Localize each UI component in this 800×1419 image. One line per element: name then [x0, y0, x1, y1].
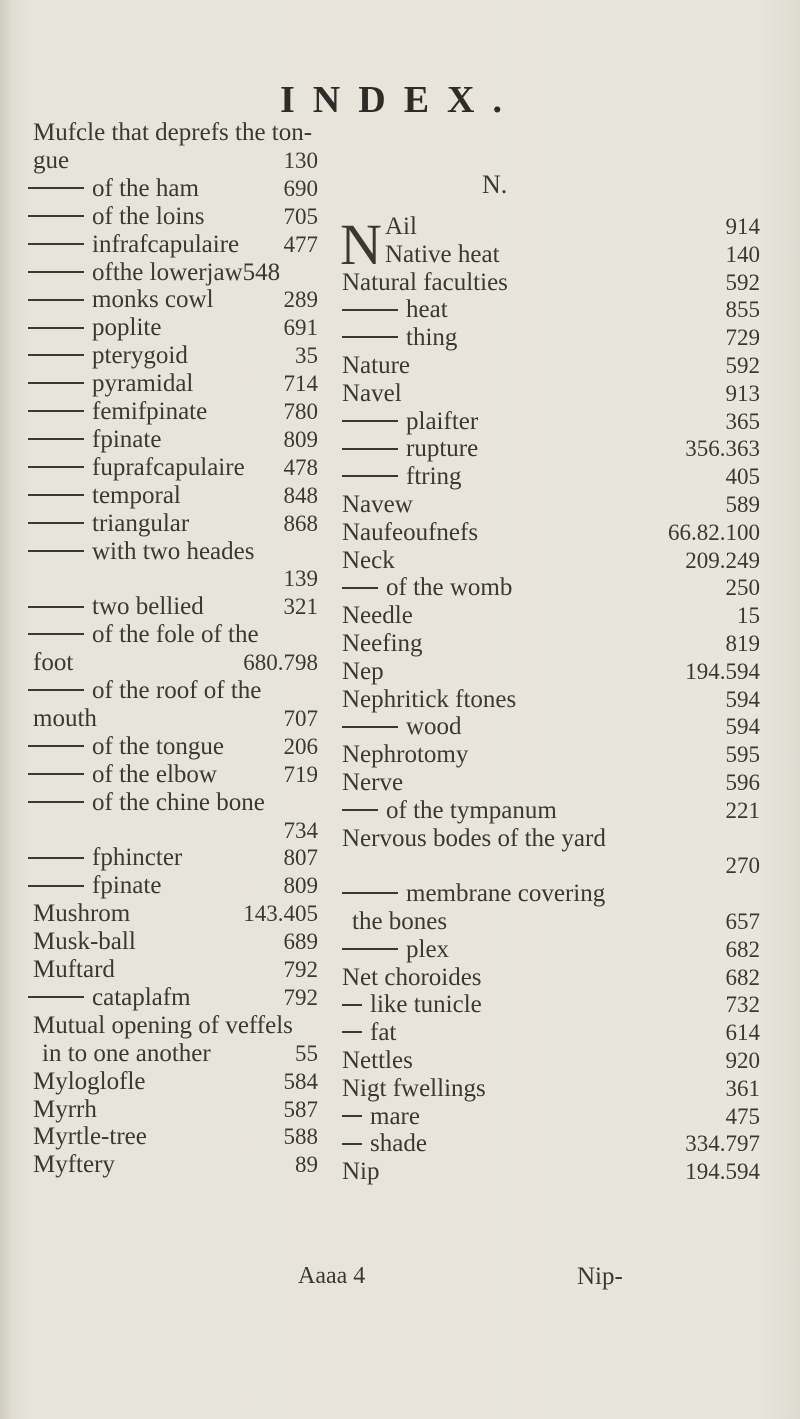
- ditto-rule: [28, 801, 84, 803]
- ditto-rule: [28, 996, 84, 998]
- index-entry-term: [28, 620, 259, 650]
- index-entry-term: Myrrh: [33, 1095, 97, 1123]
- index-entry-page: 792: [283, 957, 318, 982]
- index-entry-term: Mushrom: [33, 900, 131, 928]
- index-entry-term: [342, 407, 478, 437]
- index-entry-term: [28, 285, 214, 315]
- index-entry-term: [28, 397, 207, 427]
- index-entry: [0, 285, 330, 315]
- index-entry-page: 140: [725, 241, 760, 267]
- index-entry: [330, 879, 770, 909]
- drop-capital: N: [340, 212, 382, 277]
- index-entry: [0, 676, 330, 706]
- index-entry-page: 361: [725, 1075, 760, 1101]
- index-entry: [330, 601, 770, 631]
- index-entry: [0, 927, 330, 957]
- index-entry-subterm: pterygoid: [92, 342, 188, 370]
- index-entry-subterm: wood: [406, 713, 462, 741]
- index-entry-term: [342, 462, 462, 492]
- ditto-rule: [28, 243, 84, 245]
- index-entry: [0, 341, 330, 371]
- index-entry: [0, 509, 330, 539]
- index-entry-term: [28, 369, 193, 399]
- index-entry-term: [342, 1018, 396, 1048]
- index-entry-page: 592: [725, 353, 760, 378]
- ditto-rule: [28, 773, 84, 775]
- ditto-rule: [342, 1031, 362, 1033]
- index-entry: [0, 481, 330, 511]
- index-entry-term: [28, 509, 189, 539]
- index-entry-page: 868: [283, 510, 318, 536]
- index-entry-term: [28, 788, 265, 818]
- index-entry: [330, 824, 770, 854]
- index-entry: [0, 983, 330, 1013]
- index-entry-term: [28, 258, 280, 288]
- index-entry-page: 365: [725, 408, 760, 434]
- index-entry-term: Navew: [342, 491, 413, 518]
- index-entry-term: [28, 732, 224, 762]
- index-entry-subterm: two bellied: [92, 593, 204, 621]
- ditto-rule: [28, 271, 84, 273]
- index-entry-page: 680.798: [243, 650, 318, 676]
- ditto-rule: [28, 215, 84, 217]
- index-entry-subterm: heat: [406, 296, 448, 324]
- index-entry-term: Navel: [342, 379, 402, 407]
- index-entry-subterm: with two heades: [92, 537, 255, 565]
- index-entry: [0, 564, 330, 594]
- index-entry: [0, 258, 330, 288]
- index-entry-subterm: shade: [370, 1130, 427, 1158]
- index-entry-subterm: of the womb: [386, 574, 513, 602]
- index-entry: [330, 796, 770, 826]
- index-entry-page: 819: [725, 631, 760, 656]
- ditto-rule: [342, 475, 398, 477]
- index-entry: [330, 323, 770, 353]
- index-entry: [0, 230, 330, 260]
- index-entry: [330, 1157, 770, 1187]
- index-entry-term: [28, 202, 205, 232]
- index-entry-page: 15: [737, 603, 760, 629]
- index-entry-page: 809: [283, 873, 318, 899]
- index-entry-term: [342, 990, 482, 1020]
- index-entry-term: Nigt fwellings: [342, 1074, 486, 1102]
- page-header: INDEX.: [280, 79, 520, 121]
- index-entry: [0, 871, 330, 901]
- index-entry-term: Net choroides: [342, 963, 482, 991]
- index-entry-term: Neck: [342, 546, 395, 574]
- index-entry-page: 478: [283, 454, 318, 480]
- index-entry-page: 807: [283, 845, 318, 871]
- index-entry-subterm: ftring: [406, 463, 462, 491]
- index-entry: [0, 1095, 330, 1125]
- index-entry-subterm: fpinate: [92, 425, 162, 453]
- ditto-rule: [28, 299, 84, 301]
- index-entry: [330, 990, 770, 1020]
- index-entry-term: [342, 434, 478, 464]
- index-entry: [0, 202, 330, 232]
- index-entry-page: 595: [725, 742, 760, 768]
- index-entry: [330, 935, 770, 965]
- index-entry-subterm: of the roof of the: [92, 677, 262, 704]
- index-entry: [0, 1067, 330, 1097]
- index-entry-page: 729: [725, 325, 760, 351]
- index-entry-subterm: infrafcapulaire: [92, 230, 240, 258]
- index-entry-page: 682: [725, 964, 760, 990]
- index-entry: [0, 146, 330, 176]
- index-entry-term: [342, 879, 605, 909]
- index-entry-term: [342, 573, 512, 603]
- index-entry: [330, 768, 770, 798]
- ditto-rule: [28, 522, 84, 524]
- index-entry-term: Nephritick ftones: [342, 685, 517, 713]
- index-entry-term: Nature: [342, 352, 411, 379]
- index-entry: [330, 573, 770, 603]
- ditto-rule: [28, 745, 84, 747]
- index-entry-term: the bones: [352, 908, 448, 935]
- ditto-rule: [28, 633, 84, 635]
- index-entry: [330, 462, 770, 492]
- index-entry-subterm: of the fole of the: [92, 621, 259, 649]
- index-entry-subterm: ofthe lowerjaw548: [92, 258, 281, 286]
- index-entry: [330, 434, 770, 464]
- index-entry-subterm: fat: [370, 1019, 397, 1047]
- index-entry-page: 139: [283, 566, 318, 592]
- ditto-rule: [28, 327, 84, 329]
- index-entry-subterm: plex: [406, 935, 450, 963]
- index-entry: [330, 295, 770, 325]
- ditto-rule: [28, 606, 84, 608]
- index-entry-subterm: membrane covering: [406, 880, 606, 908]
- index-entry: [330, 212, 770, 242]
- index-entry: [330, 351, 770, 381]
- index-entry-term: Naufeoufnefs: [342, 518, 479, 546]
- index-entry-page: 592: [725, 269, 760, 295]
- index-entry-subterm: femifpinate: [92, 398, 208, 425]
- index-entry-page: 66.82.100: [668, 519, 760, 545]
- index-entry: [0, 592, 330, 622]
- ditto-rule: [28, 550, 84, 552]
- index-entry-term: [28, 174, 199, 204]
- index-entry: [0, 843, 330, 873]
- index-entry-page: 209.249: [685, 547, 760, 573]
- index-entry-page: 691: [283, 315, 318, 341]
- index-entry: [0, 1122, 330, 1152]
- index-entry-term: [28, 871, 161, 901]
- index-entry-term: Myftery: [33, 1151, 115, 1179]
- index-entry: [0, 704, 330, 734]
- index-entry-term: Needle: [342, 602, 413, 630]
- index-entry-page: 848: [283, 482, 318, 508]
- index-entry-subterm: plaifter: [406, 407, 479, 435]
- index-entry-page: 194.594: [685, 1159, 760, 1185]
- index-entry-page: 584: [283, 1068, 318, 1094]
- index-entry-page: 657: [725, 909, 760, 934]
- ditto-rule: [342, 726, 398, 728]
- ditto-rule: [28, 354, 84, 356]
- index-entry-subterm: triangular: [92, 509, 190, 537]
- index-entry-page: 334.797: [685, 1131, 760, 1157]
- index-entry-page: 707: [283, 705, 318, 731]
- index-entry-page: 250: [725, 575, 760, 601]
- index-entry: [0, 369, 330, 399]
- index-entry-subterm: pyramidal: [92, 370, 194, 398]
- index-entry: [330, 657, 770, 687]
- index-entry: [0, 1150, 330, 1180]
- index-entry-page: 734: [283, 817, 318, 843]
- index-entry-subterm: of the loins: [92, 202, 205, 230]
- index-entry-page: 405: [725, 464, 760, 490]
- index-entry-term: foot: [33, 649, 74, 677]
- index-entry-term: [28, 537, 254, 567]
- index-entry-subterm: of the elbow: [92, 760, 217, 788]
- ditto-rule: [342, 309, 398, 311]
- ditto-rule: [342, 948, 398, 950]
- index-entry-term: Nephrotomy: [342, 741, 469, 769]
- index-entry-term: [28, 760, 217, 790]
- index-entry-page: 35: [295, 343, 318, 369]
- index-entry-term: Nerve: [342, 769, 404, 796]
- index-entry-page: 714: [283, 371, 318, 397]
- index-entry-page: 594: [725, 686, 760, 712]
- index-entry-page: 589: [725, 492, 760, 517]
- ditto-rule: [342, 448, 398, 450]
- index-entry-page: 143.405: [243, 901, 318, 927]
- index-entry: [0, 118, 330, 148]
- index-entry-term: [28, 341, 188, 371]
- index-entry-subterm: thing: [406, 324, 458, 352]
- index-entry-term: [28, 676, 261, 706]
- printer-signature-mark: Aaaa 4: [298, 1263, 366, 1289]
- index-entry: [0, 174, 330, 204]
- index-entry-page: 855: [725, 297, 760, 323]
- index-entry: [330, 740, 770, 770]
- index-entry-term: [28, 592, 204, 622]
- index-entry-term: [342, 935, 449, 965]
- index-entry: [0, 425, 330, 455]
- index-entry-term: Nep: [342, 657, 384, 685]
- index-entry: [330, 518, 770, 548]
- index-entry-term: Neefing: [342, 630, 423, 657]
- index-entry: [330, 907, 770, 937]
- index-entry: [330, 712, 770, 742]
- index-entry-subterm: fpinate: [92, 872, 162, 900]
- index-entry-page: 594: [725, 714, 760, 740]
- index-entry-subterm: rupture: [406, 435, 479, 463]
- index-entry-term: Nervous bodes of the yard: [342, 824, 606, 852]
- index-entry-page: 809: [283, 426, 318, 452]
- index-entry: [0, 537, 330, 567]
- index-entry-subterm: mare: [370, 1102, 420, 1130]
- index-entry-page: 475: [725, 1103, 760, 1129]
- index-entry: [330, 240, 770, 270]
- index-entry-page: 89: [295, 1152, 318, 1178]
- ditto-rule: [28, 857, 84, 859]
- index-entry-page: 321: [283, 594, 318, 620]
- index-entry-term: [28, 313, 161, 343]
- index-entry: [0, 955, 330, 985]
- index-entry: [330, 1074, 770, 1104]
- index-entry-page: 55: [295, 1040, 318, 1066]
- index-entry-page: 732: [725, 992, 760, 1018]
- index-entry-page: 682: [725, 936, 760, 962]
- index-entry-term: in to one another: [42, 1039, 211, 1067]
- index-entry-subterm: of the chine bone: [92, 788, 265, 816]
- index-entry-subterm: of the tympanum: [386, 796, 557, 824]
- ditto-rule: [28, 885, 84, 887]
- index-entry-subterm: cataplafm: [92, 983, 191, 1011]
- index-entry-subterm: fphincter: [92, 844, 183, 872]
- index-entry-term: Mufcle that deprefs the ton-: [33, 119, 313, 146]
- index-entry-term: Native heat: [385, 240, 500, 268]
- index-entry-page: 289: [283, 287, 318, 313]
- index-entry-page: 206: [283, 733, 318, 759]
- index-entry-page: 587: [283, 1096, 318, 1122]
- index-entry-term: Nettles: [342, 1047, 413, 1074]
- index-entry-page: 221: [725, 797, 760, 823]
- ditto-rule: [28, 689, 84, 691]
- index-entry-subterm: of the tongue: [92, 732, 224, 760]
- index-entry: [330, 629, 770, 659]
- index-entry: [330, 1102, 770, 1132]
- index-entry-term: [28, 425, 161, 455]
- index-entry-term: [342, 1129, 427, 1159]
- index-entry-term: Natural faculties: [342, 268, 508, 296]
- index-entry-term: [28, 843, 182, 873]
- index-entry-term: [342, 323, 457, 353]
- index-entry: [0, 648, 330, 678]
- index-entry-term: [342, 796, 557, 826]
- index-entry-page: 690: [283, 175, 318, 201]
- index-entry: [0, 899, 330, 929]
- index-entry-term: [342, 295, 448, 325]
- ditto-rule: [342, 1143, 362, 1145]
- index-entry-page: 130: [283, 147, 318, 173]
- index-entry: [0, 760, 330, 790]
- ditto-rule: [342, 809, 378, 811]
- index-entry-term: mouth: [33, 704, 97, 732]
- index-entry-term: [342, 1102, 420, 1132]
- index-entry: [0, 313, 330, 343]
- index-entry: [0, 453, 330, 483]
- index-entry-subterm: temporal: [92, 481, 181, 509]
- index-entry: [330, 685, 770, 715]
- index-entry-subterm: like tunicle: [370, 991, 482, 1019]
- index-entry-page: 792: [283, 984, 318, 1010]
- index-entry-term: Mutual opening of veffels: [33, 1011, 293, 1039]
- index-entry-subterm: monks cowl: [92, 286, 214, 314]
- index-entry: [330, 407, 770, 437]
- index-entry: [330, 546, 770, 576]
- ditto-rule: [28, 466, 84, 468]
- index-entry-term: Ail: [385, 213, 417, 240]
- ditto-rule: [342, 420, 398, 422]
- index-entry: [330, 963, 770, 993]
- ditto-rule: [342, 1115, 362, 1117]
- index-entry-term: [28, 230, 239, 260]
- index-entry: [0, 1039, 330, 1069]
- index-entry: [0, 397, 330, 427]
- index-entry-page: 614: [725, 1020, 760, 1046]
- index-entry-subterm: fuprafcapulaire: [92, 453, 245, 481]
- index-entry: [0, 620, 330, 650]
- index-entry-subterm: of the ham: [92, 174, 199, 202]
- index-entry-term: [28, 481, 181, 511]
- ditto-rule: [28, 438, 84, 440]
- index-entry-page: 356.363: [685, 436, 760, 462]
- index-entry-page: 596: [725, 770, 760, 795]
- index-entry-page: 477: [283, 231, 318, 257]
- index-entry-term: Musk-ball: [33, 928, 136, 956]
- index-entry-page: 689: [283, 929, 318, 955]
- index-entry-term: gue: [33, 146, 70, 174]
- index-entry-term: Myloglofle: [33, 1067, 146, 1095]
- ditto-rule: [342, 587, 378, 589]
- ditto-rule: [28, 494, 84, 496]
- index-entry-page: 913: [725, 380, 760, 406]
- ditto-rule: [28, 187, 84, 189]
- index-entry: [330, 490, 770, 520]
- index-entry: [330, 851, 770, 881]
- catchword: Nip-: [577, 1263, 623, 1290]
- index-entry-term: [342, 712, 462, 742]
- index-entry: [330, 1129, 770, 1159]
- ditto-rule: [28, 382, 84, 384]
- index-entry: [0, 732, 330, 762]
- index-entry-page: 920: [725, 1048, 760, 1073]
- index-entry-page: 194.594: [685, 658, 760, 684]
- index-entry: [330, 1018, 770, 1048]
- index-entry: [0, 816, 330, 846]
- ditto-rule: [342, 336, 398, 338]
- index-entry-term: Nip: [342, 1158, 380, 1186]
- section-letter-heading: N.: [482, 170, 508, 199]
- index-entry-term: Muftard: [33, 956, 115, 983]
- index-entry-term: Myrtle-tree: [33, 1123, 147, 1151]
- index-entry: [330, 268, 770, 298]
- index-entry-page: 705: [283, 203, 318, 229]
- index-entry-page: 719: [283, 761, 318, 787]
- index-entry: [330, 379, 770, 409]
- index-entry: [330, 1046, 770, 1076]
- index-entry-term: [28, 453, 245, 483]
- index-entry-page: 914: [725, 214, 760, 239]
- ditto-rule: [342, 892, 398, 894]
- ditto-rule: [28, 410, 84, 412]
- index-entry: [0, 1011, 330, 1041]
- index-entry-term: [28, 983, 191, 1013]
- index-entry-subterm: poplite: [92, 314, 162, 342]
- index-entry: [0, 788, 330, 818]
- index-entry-page: 780: [283, 399, 318, 424]
- index-entry-page: 270: [725, 853, 760, 879]
- index-entry-page: 588: [283, 1124, 318, 1150]
- ditto-rule: [342, 1004, 362, 1006]
